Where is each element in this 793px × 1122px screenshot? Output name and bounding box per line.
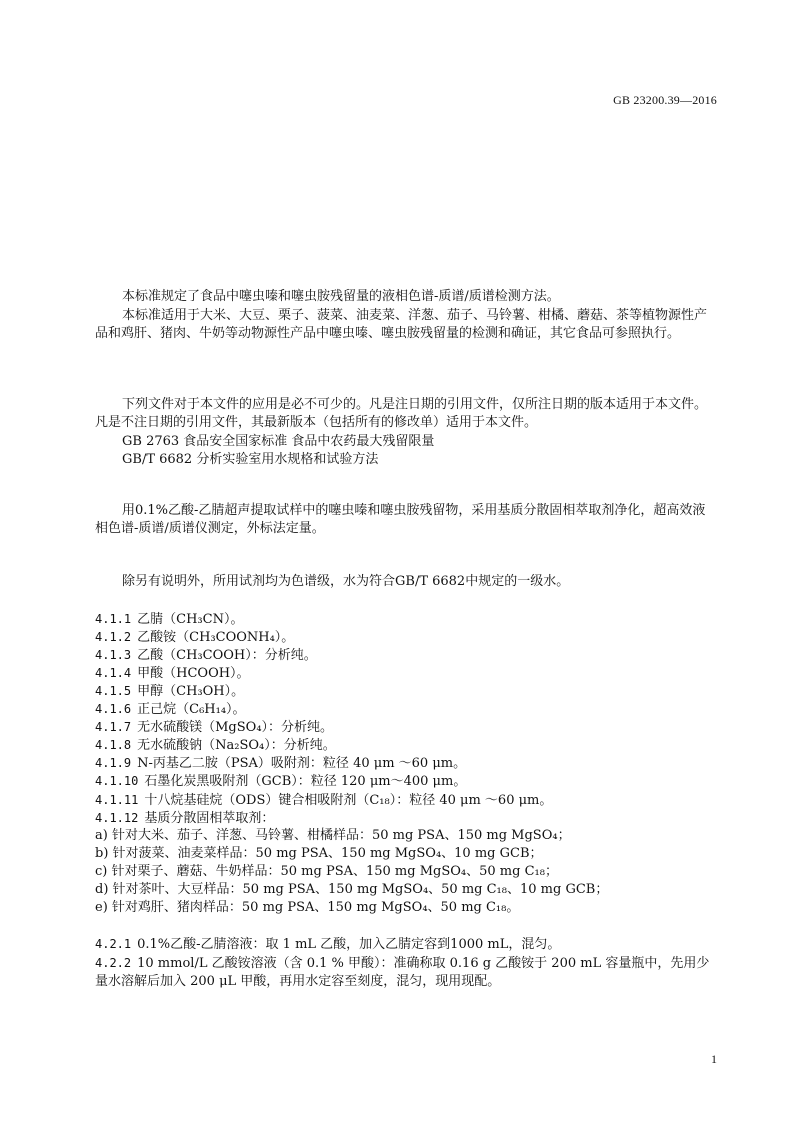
reagent-item — [95, 628, 294, 647]
reagent-item — [95, 791, 552, 810]
reference-item: GB 2763 食品安全国家标准 食品中农药最大残留限量 — [122, 434, 435, 449]
reagents-intro: 除另有说明外，所用试剂均为色谱级，水为符合GB/T 6682中规定的一级水。 — [122, 574, 570, 589]
reagent-text: 十八烷基硅烷（ODS）键合相吸附剂（C₁₈）：粒径 40 μm ～60 μm。 — [144, 793, 553, 808]
reagent-number: 4.1.6 — [95, 702, 132, 716]
reagent-text: 石墨化炭黑吸附剂（GCB）：粒径 120 μm～400 μm。 — [144, 774, 467, 789]
scope-paragraph-2: 本标准适用于大米、大豆、栗子、菠菜、油麦菜、洋葱、茄子、马铃薯、柑橘、蘑菇、茶等植物源性产品和鸡肝、猪肉、牛奶等动物源性产品中噻虫嗪、噻虫胺残留量的检测和确证，其它食品可参照执行。 — [95, 308, 708, 341]
reagent-number: 4.1.11 — [95, 793, 139, 807]
reagent-item — [95, 809, 274, 828]
reagent-item — [95, 754, 466, 773]
reagent-item — [95, 772, 466, 791]
reference-item: GB/T 6682 分析实验室用水规格和试验方法 — [122, 452, 379, 467]
reagent-text: 乙腈（CH₃CN）。 — [137, 612, 244, 627]
reagent-number: 4.1.2 — [95, 630, 132, 644]
solution-text: 0.1%乙酸-乙腈溶液：取 1 mL 乙酸，加入乙腈定容到1000 mL，混匀。 — [137, 937, 561, 952]
dispersant-item: c) 针对栗子、蘑菇、牛奶样品：50 mg PSA、150 mg MgSO₄、50 mg C₁₈； — [95, 864, 558, 879]
reagent-number: 4.1.4 — [95, 666, 132, 680]
reagent-text: 基质分散固相萃取剂： — [144, 811, 275, 826]
solution-number: 4.2.2 — [95, 956, 132, 970]
reagent-number: 4.1.10 — [95, 774, 139, 788]
reagent-item — [95, 718, 333, 737]
dispersant-item: b) 针对菠菜、油麦菜样品：50 mg PSA、150 mg MgSO₄、10 mg GCB； — [95, 846, 543, 861]
reagent-item — [95, 664, 250, 683]
reagent-text: 正己烷（C₆H₁₄）。 — [137, 702, 246, 717]
reagent-text: N-丙基乙二胺（PSA）吸附剂：粒径 40 μm ～60 μm。 — [137, 756, 467, 771]
solution-number: 4.2.1 — [95, 937, 132, 951]
reagent-number: 4.1.3 — [95, 648, 132, 662]
reagent-number: 4.1.1 — [95, 612, 132, 626]
reagent-number: 4.1.5 — [95, 684, 132, 698]
dispersant-item: e) 针对鸡肝、猪肉样品：50 mg PSA、150 mg MgSO₄、50 mg C₁₈。 — [95, 900, 520, 915]
principle-paragraph: 用0.1%乙酸-乙腈超声提取试样中的噻虫嗪和噻虫胺残留物，采用基质分散固相萃取剂净化，超高效液相色谱-质谱/质谱仪测定，外标法定量。 — [95, 503, 706, 536]
reagent-item — [95, 682, 244, 701]
dispersant-item: d) 针对茶叶、大豆样品：50 mg PSA、150 mg MgSO₄、50 mg C₁₈、10 mg GCB； — [95, 882, 609, 897]
reagent-text: 乙酸铵（CH₃COONH₄）。 — [137, 630, 295, 645]
reagent-item — [95, 610, 243, 629]
reagent-item — [95, 646, 317, 665]
reagent-text: 无水硫酸钠（Na₂SO₄）：分析纯。 — [137, 738, 336, 753]
reagent-number: 4.1.8 — [95, 738, 132, 752]
dispersant-item: a) 针对大米、茄子、洋葱、马铃薯、柑橘样品：50 mg PSA、150 mg MgSO₄； — [95, 828, 571, 843]
reagent-text: 甲酸（HCOOH）。 — [137, 666, 250, 681]
reagent-text: 无水硫酸镁（MgSO₄）：分析纯。 — [137, 720, 334, 735]
standard-code: GB 23200.39—2016 — [613, 93, 717, 107]
reagent-item — [95, 700, 246, 719]
reagent-item — [95, 736, 336, 755]
references-intro: 下列文件对于本文件的应用是必不可少的。凡是注日期的引用文件，仅所注日期的版本适用于本文件。凡是不注日期的引用文件，其最新版本（包括所有的修改单）适用于本文件。 — [95, 397, 708, 430]
solution-text: 10 mmol/L 乙酸铵溶液（含 0.1 % 甲酸）：准确称取 0.16 g 乙酸铵于 200 mL 容量瓶中，先用少量水溶解后加入 200 μL 甲酸，再用水定容至刻度，混匀，现用现配。 — [95, 956, 710, 989]
reagent-number: 4.1.7 — [95, 720, 132, 734]
reagent-number: 4.1.12 — [95, 811, 139, 825]
reagent-text: 甲醇（CH₃OH）。 — [137, 684, 245, 699]
page-number: 1 — [711, 1052, 717, 1066]
scope-paragraph-1: 本标准规定了食品中噻虫嗪和噻虫胺残留量的液相色谱-质谱/质谱检测方法。 — [122, 289, 560, 304]
reagent-text: 乙酸（CH₃COOH）：分析纯。 — [137, 648, 317, 663]
solution-item — [95, 935, 560, 954]
solution-item — [95, 954, 717, 991]
reagent-number: 4.1.9 — [95, 756, 132, 770]
